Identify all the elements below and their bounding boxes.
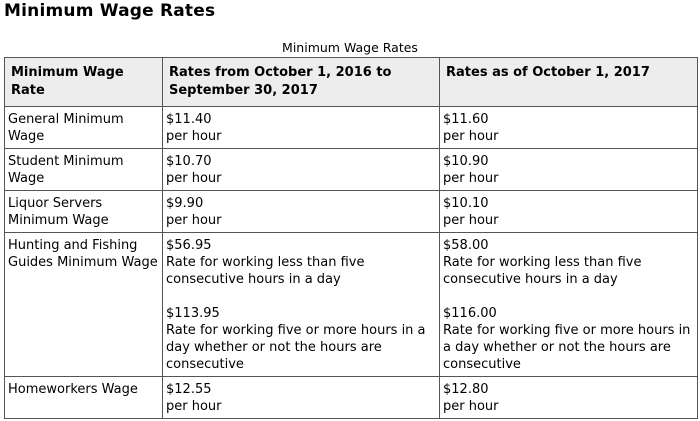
rate-amount: $10.90 [443, 154, 489, 169]
rate-entry [166, 195, 436, 229]
rate-amount: $113.95 [166, 306, 220, 321]
column-header-rates-2017: Rates as of October 1, 2017 [440, 58, 698, 107]
rate-amount: $10.10 [443, 196, 489, 211]
rate-entry [443, 111, 694, 145]
rates-2017-cell [440, 191, 698, 233]
rate-note: per hour [166, 171, 222, 186]
rate-entry [443, 195, 694, 229]
table-row [5, 149, 698, 191]
rate-note: per hour [443, 399, 499, 414]
rate-note: Rate for working less than five consecutive hours in a day [443, 255, 642, 287]
rate-amount: $11.60 [443, 112, 489, 127]
rate-note: Rate for working less than five consecutive hours in a day [166, 255, 365, 287]
rate-amount: $12.55 [166, 382, 212, 397]
rate-amount: $12.80 [443, 382, 489, 397]
table-row [5, 107, 698, 149]
rate-note: per hour [166, 129, 222, 144]
page-title: Minimum Wage Rates [4, 1, 216, 21]
table-header-row [5, 58, 698, 107]
rate-entry [443, 305, 694, 373]
minimum-wage-table [4, 57, 698, 419]
column-header-rates-2016: Rates from October 1, 2016 to September 30, 2017 [163, 58, 440, 107]
rate-note: per hour [443, 171, 499, 186]
rate-entry [443, 381, 694, 415]
rate-note: per hour [443, 129, 499, 144]
rate-note: Rate for working five or more hours in a day whether or not the hours are consecutive [166, 323, 426, 372]
wage-category-label: Homeworkers Wage [5, 377, 163, 419]
table-row [5, 191, 698, 233]
table-caption: Minimum Wage Rates [282, 40, 418, 55]
rate-amount: $56.95 [166, 238, 212, 253]
rates-2016-cell [163, 377, 440, 419]
rate-amount: $58.00 [443, 238, 489, 253]
rate-amount: $10.70 [166, 154, 212, 169]
rates-2016-cell [163, 191, 440, 233]
wage-category-label: Hunting and Fishing Guides Minimum Wage [5, 233, 163, 377]
rate-entry [166, 305, 436, 373]
rates-2017-cell [440, 377, 698, 419]
rates-2017-cell [440, 149, 698, 191]
rate-amount: $11.40 [166, 112, 212, 127]
wage-category-label: Liquor Servers Minimum Wage [5, 191, 163, 233]
rates-2017-cell [440, 107, 698, 149]
rate-entry [443, 237, 694, 288]
wage-category-label: General Minimum Wage [5, 107, 163, 149]
rate-note: per hour [166, 213, 222, 228]
rates-2017-cell [440, 233, 698, 377]
rate-entry [166, 153, 436, 187]
rate-entry [166, 237, 436, 288]
rate-entry [443, 153, 694, 187]
rate-amount: $9.90 [166, 196, 204, 211]
rate-note: Rate for working five or more hours in a day whether or not the hours are consecutive [443, 323, 691, 372]
rate-note: per hour [443, 213, 499, 228]
table-row [5, 377, 698, 419]
rates-2016-cell [163, 107, 440, 149]
rate-amount: $116.00 [443, 306, 497, 321]
rate-entry [166, 381, 436, 415]
rate-entry [166, 111, 436, 145]
rate-note: per hour [166, 399, 222, 414]
table-body [5, 107, 698, 419]
column-header-wage-rate: Minimum Wage Rate [5, 58, 163, 107]
rates-2016-cell [163, 149, 440, 191]
wage-category-label: Student Minimum Wage [5, 149, 163, 191]
table-row [5, 233, 698, 377]
rates-2016-cell [163, 233, 440, 377]
